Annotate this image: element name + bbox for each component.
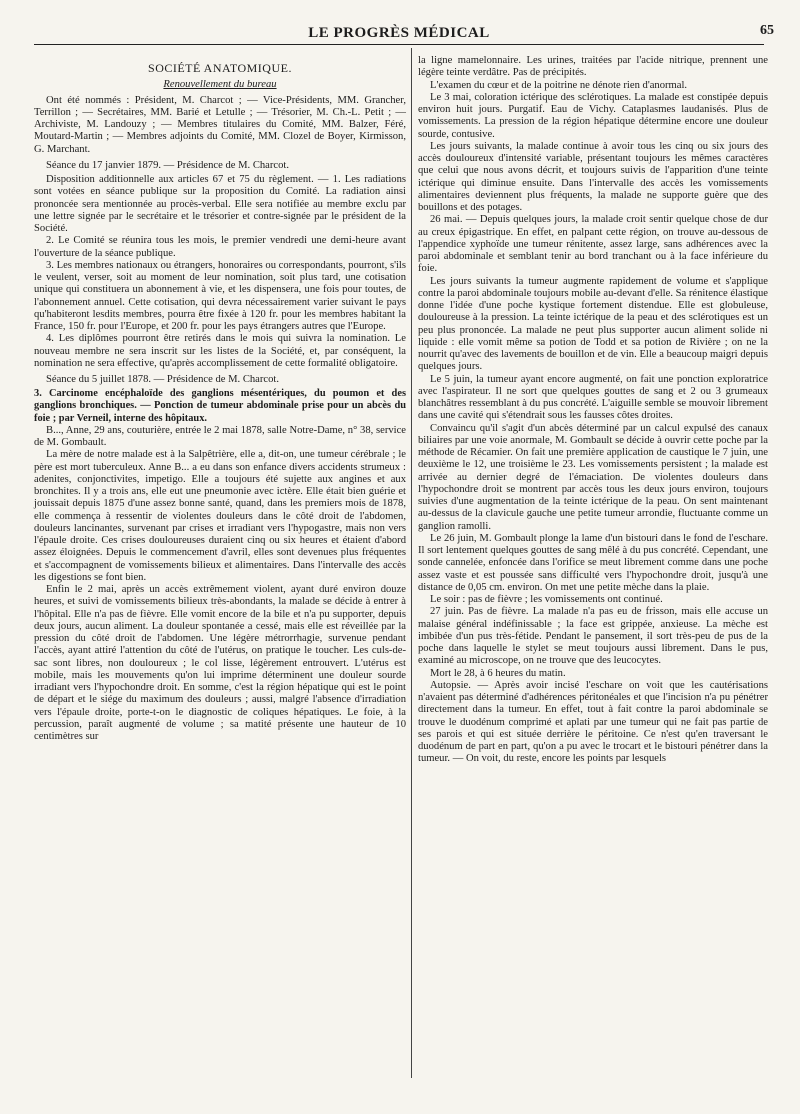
- column-divider: [411, 48, 412, 1078]
- right-column: [418, 55, 768, 766]
- paragraph: 26 mai. — Depuis quelques jours, la malade croit sentir quelque chose de dur au creux épigastrique. En effet, en palpant cette région, on trouve au-dessous de l'appendice xyphoïde une tumeur rénitente, assez large, sans adhérences avec la paroi abdominale et semblant tenir au bord tranchant ou à la face inférieure du foie.: [418, 214, 768, 275]
- page-header: [34, 22, 774, 45]
- page-number: 65: [760, 23, 774, 38]
- paragraph: Le soir : pas de fièvre ; les vomissements ont continué.: [430, 594, 663, 605]
- paragraph: Autopsie. — Après avoir incisé l'eschare on voit que les cautérisations n'avaient pas déterminé d'adhérences péritonéales et que l'incision n'a pu pénétrer directement dans la tumeur. En effet, tout à fait contre la paroi abdominale se trouve le duodénum comprimé et aplati par une tumeur qui ne fait pas partie de ses parois et qui est située derrière le péritoine. Ce n'est qu'en traversant le duodénum de part en part, qu'on a pu avec le trocart et le bistouri pénétrer dans la tumeur. — On voit, du reste, encore les points par lesquels: [418, 679, 768, 765]
- renewal-heading: Renouvellement du bureau: [163, 79, 277, 91]
- paragraph: Disposition additionnelle aux articles 67 et 75 du règlement. — 1. Les radiations sont votées en séance publique sur la proposition du Comité. La radiation ainsi prononcée sera mentionnée au procès-verbal. Elle sera notifiée au membre exclu par une lettre signée par le secrétaire et le trésorier et contre-signée par le président de la Société.: [34, 174, 406, 234]
- paragraph: la ligne mamelonnaire. Les urines, traitées par l'acide nitrique, prennent une légère teinte verdâtre. Pas de précipités.: [418, 55, 768, 79]
- paragraph: Mort le 28, à 6 heures du matin.: [430, 667, 566, 679]
- paragraph: La mère de notre malade est à la Salpêtrière, elle a, dit-on, une tumeur cérébrale ; le père est mort tuberculeux. Anne B... a eu dans son enfance divers accidents strumeux : adenites, conjonctivites, impetigo. Elle a toujours été sujette aux angines et aux bronchites. Il y a trois ans, elle eut une pneumonie avec ictère. Elle était bien guérie et jouissait depuis 1875 d'une assez bonne santé, quand, dans les premiers mois de 1878, elle commença à ressentir de violentes douleurs dans le côté droit de l'abdomen, douleurs lancinantes, survenant par crises et irradiant vers l'hypogastre, mais non vers l'épaule droite. Ces crises douloureuses duraient cinq ou six heures et étaient d'abord assez éloignées. Depuis le commencement d'avril, elles sont devenues plus fréquentes et s'accompagnent de vomissements bilieux et alimentaires. Dans l'intervalle des accès les digestions se font bien.: [34, 449, 406, 583]
- paragraph: Le 3 mai, coloration ictérique des sclérotiques. La malade est constipée depuis environ huit jours. Purgatif. Eau de Vichy. Cataplasmes laudanisés. Plus de vomissements. La pression de la région hépatique détermine encore une douleur sourde, contusive.: [418, 91, 768, 140]
- case-title: 3. Carcinome encéphaloïde des ganglions mésentériques, du poumon et des ganglions bronchiques. — Ponction de tumeur abdominale prise pour un abcès du foie ; par Verneil, interne des hôpitaux.: [34, 388, 406, 424]
- paragraph: Les jours suivants la tumeur augmente rapidement de volume et s'applique contre la paroi abdominale toujours mobile au-devant d'elle. Sa rénitence élastique donne l'idée d'une poche kystique fortement distendue. Elle est globuleuse, douloureuse à la pression. La teinte ictérique de la peau et des sclérotiques est un peu plus prononcée. La malade ne peut plus supporter aucun aliment solide ni liquide : elle vomit même sa potion de Todd et sa potion de Rivière ; on ne la nourrit qu'avec des lavements de bouillon et de vin. Elle a beaucoup maigri depuis quelques jours.: [418, 275, 768, 373]
- paragraph: Le 5 juin, la tumeur ayant encore augmenté, on fait une ponction exploratrice avec l'aspirateur. Il ne sort que quelques gouttes de sang et 2 ou 3 grumeaux blanchâtres ressemblant à du pus concrété. L'aiguille semble se mouvoir librement dans une cavité qui s'étendrait sous les fausses côtes droites.: [418, 373, 768, 422]
- paragraph: L'examen du cœur et de la poitrine ne dénote rien d'anormal.: [430, 79, 688, 91]
- journal-title: LE PROGRÈS MÉDICAL: [308, 25, 490, 41]
- paragraph: Enfin le 2 mai, après un accès extrêmement violent, ayant duré environ douze heures, et suivi de vomissements bilieux très-abondants, la malade se décide à entrer à l'hôpital. Elle n'a pas de fièvre. Elle vomit encore de la bile et n'a pu supporter, depuis deux jours, aucun aliment. La douleur spontanée a cessé, mais elle est réveillée par la pression du côté droit de l'abdomen. Une légère métrorrhagie, survenue pendant l'accès, ayant attiré l'attention du côté de l'utérus, on pratique le toucher. Les culs-de-sac sont libres, non douloureux ; le col lisse, légèrement entrouvert. L'utérus est mobile, mais les mouvements qu'on lui imprime déterminent une douleur sourde irradiant vers l'hypochondre droit. En somme, c'est la région hépatique qui est le point de départ et le siége du maximum des douleurs ; aussi, malgré l'absence d'irradiation vers l'épaule droite, porte-t-on le diagnostic de coliques hépatiques. Le foie, à la percussion, paraît augmenté de volume ; sa matité présente une hauteur de 10 centimètres sur: [34, 584, 406, 743]
- paragraph: Le 26 juin, M. Gombault plonge la lame d'un bistouri dans le fond de l'eschare. Il sort lentement quelques gouttes de sang mêlé à du pus concrété. Cependant, une sonde cannelée, enfoncée dans l'orifice se meut librement comme dans une poche assez vaste et est poussée sans difficulté vers l'hypochondre droit, jusqu'à une distance de 0,05 cm. environ. On met une petite mèche dans la plaie.: [418, 532, 768, 593]
- paragraph: Les jours suivants, la malade continue à avoir tous les cinq ou six jours des accès douloureux d'intensité variable, présentant toujours les mêmes caractères que celui que nous avons décrit, et toujours suivis de l'apparition d'une teinte ictérique qui diminue ensuite. Dans l'intervalle des accès les vomissements alimentaires deviennent plus fréquents, la malade ne supporte guère que des bouillons et des potages.: [418, 140, 768, 213]
- paragraph: 2. Le Comité se réunira tous les mois, le premier vendredi une demi-heure avant l'ouverture de la séance publique.: [34, 235, 406, 259]
- paragraph: Ont été nommés : Président, M. Charcot ; — Vice-Présidents, MM. Grancher, Terrillon ; — Secrétaires, MM. Barié et Letulle ; — Trésorier, M. Ch.-L. Petit ; — Archiviste, M. Landouzy ; — Membres titulaires du Comité, MM. Balzer, Féré, Moutard-Martin ; — Membres adjoints du Comité, MM. Clozel de Boyer, Kirmisson, G. Marchant.: [34, 94, 406, 155]
- left-column: [34, 56, 406, 743]
- paragraph: B..., Anne, 29 ans, couturière, entrée le 2 mai 1878, salle Notre-Dame, n° 38, service de M. Gombault.: [34, 424, 406, 449]
- paragraph: 3. Les membres nationaux ou étrangers, honoraires ou correspondants, pourront, s'ils le veulent, verser, soit au moment de leur nomination, soit plus tard, une cotisation unique qui constituera un abonnement à vie, et les dispensera, une fois pour toutes, de l'abonnement annuel. Cette cotisation, qui devra nécessairement varier suivant le pays qu'habiteront lesdits membres, pourra être fixée à 120 fr. pour les membres habitant la France, 150 fr. pour l'Europe, et 200 fr. pour les pays étrangers autres que l'Europe.: [34, 259, 406, 332]
- paragraph: 27 juin. Pas de fièvre. La malade n'a pas eu de frisson, mais elle accuse un malaise général indéfinissable ; la face est grippée, anxieuse. La mèche est imbibée d'un pus très-fétide. Pendant le pansement, il sort très-peu de pus de la poche dans laquelle le stylet se meut toujours aussi librement. Dans le pus, examiné au microscope, on ne trouve que des leucocytes.: [418, 606, 768, 667]
- paragraph: 4. Les diplômes pourront être retirés dans le mois qui suivra la nomination. Le nouveau membre ne sera inscrit sur les listes de la Société, et, par conséquent, la nomination ne sera effective, qu'après accomplissement de cette formalité obligatoire.: [34, 333, 406, 369]
- session-heading: Séance du 17 janvier 1879. — Présidence de M. Charcot.: [46, 159, 289, 171]
- paragraph: Convaincu qu'il s'agit d'un abcès déterminé par un calcul expulsé des canaux biliaires par une voie anormale, M. Gombault se décide à ouvrir cette poche par la méthode de Récamier. On fait une première application de caustique le 7 juin, une deuxième le 12, une troisième le 23. Les vomissements persistent ; la malade est arrivée au dernier degré de l'émaciation. De violentes douleurs dans l'hypochondre droit se montrent par accès tous les deux jours environ, toujours suivies d'une augmentation de la teinte ictérique de la peau. On sent maintenant au-dessus de la clavicule gauche une petite tumeur arrondie, fluctuante comme un ganglion ramolli.: [418, 422, 768, 532]
- section-title: SOCIÉTÉ ANATOMIQUE.: [148, 61, 292, 75]
- session-heading: Séance du 5 juillet 1878. — Présidence de M. Charcot.: [46, 374, 280, 385]
